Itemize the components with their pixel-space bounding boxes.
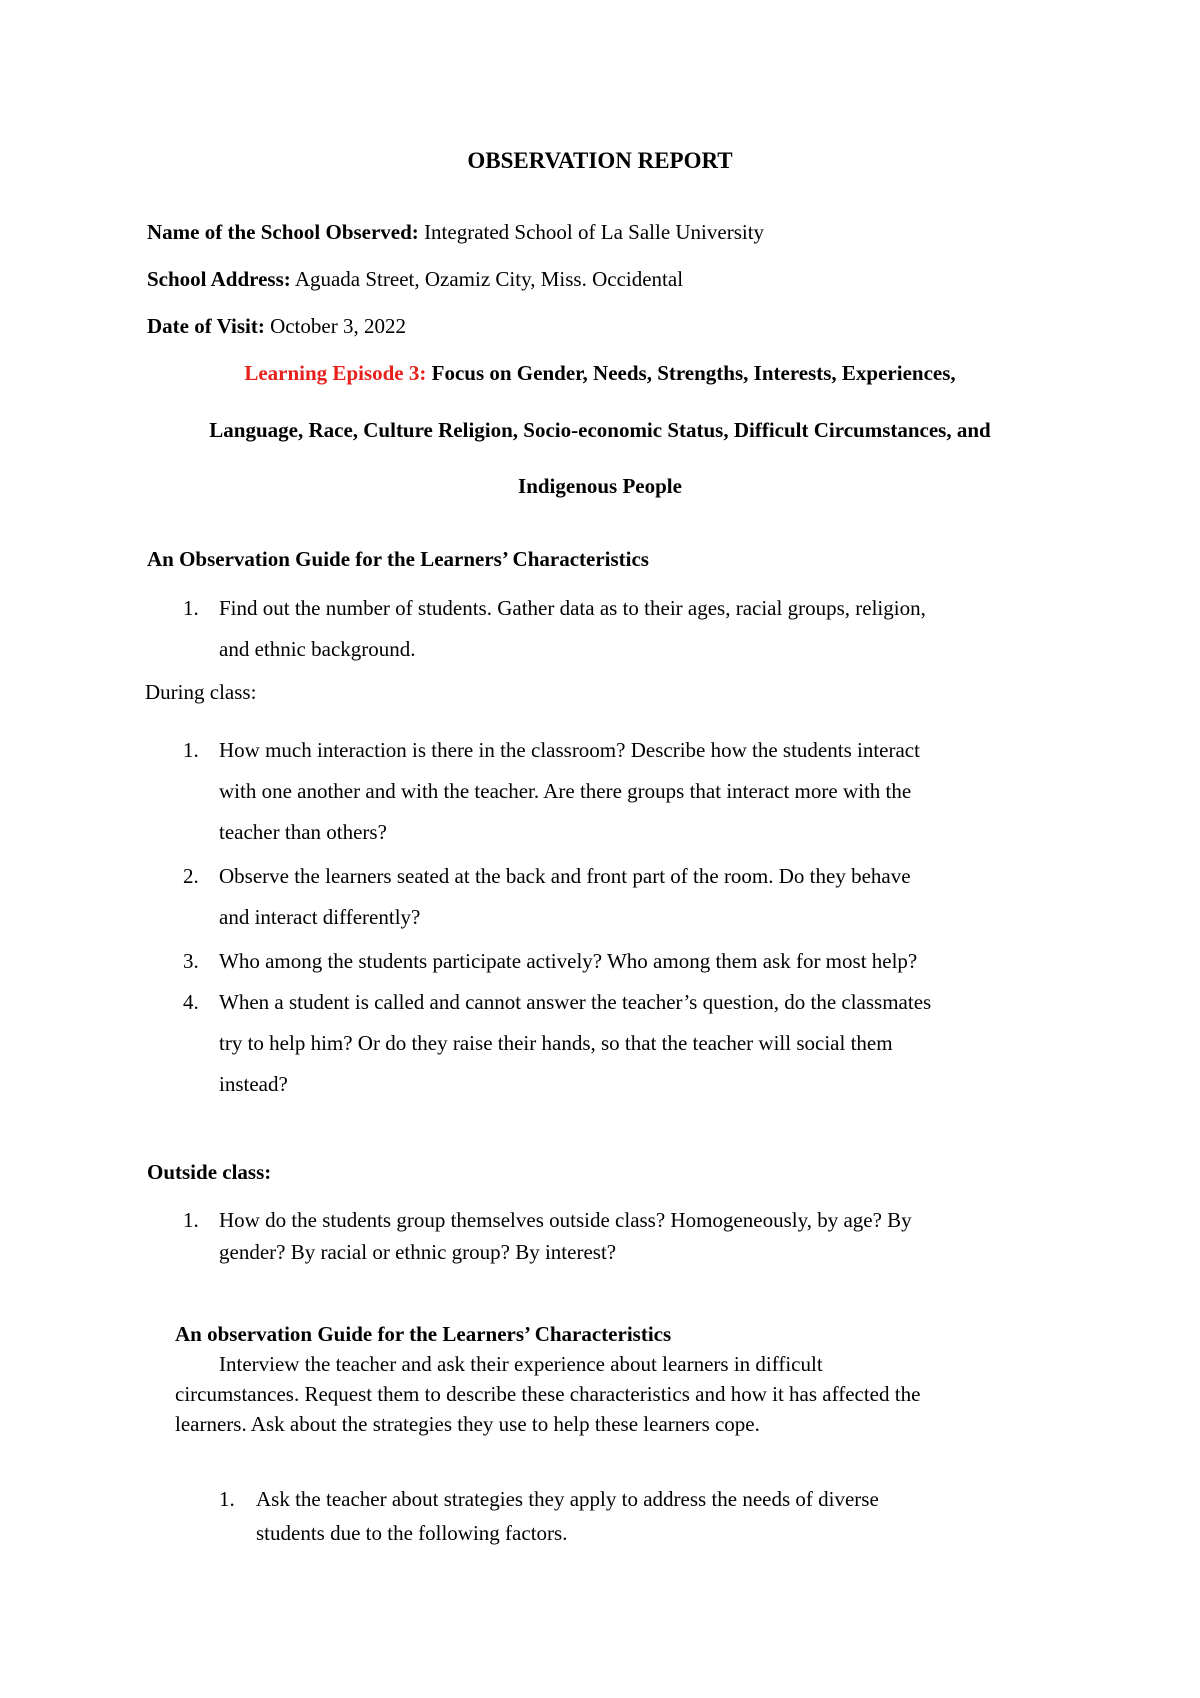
guide-item-line: Find out the number of students. Gather data as to their ages, racial groups, religion, [219,596,926,620]
episode-text-1: Focus on Gender, Needs, Strengths, Interests, Experiences, [426,361,956,385]
outside-item-line: How do the students group themselves outside class? Homogeneously, by age? By [219,1208,912,1232]
guide-heading: An Observation Guide for the Learners’ Characteristics [147,547,649,571]
visit-date-label: Date of Visit: [147,314,265,338]
school-name-value: Integrated School of La Salle University [418,220,765,244]
episode-line-2: Language, Race, Culture Religion, Socio-economic Status, Difficult Circumstances, and [209,418,991,442]
school-address-value: Aguada Street, Ozamiz City, Miss. Occidental [290,267,684,291]
guide-2-paragraph-line: Interview the teacher and ask their experience about learners in difficult [219,1352,823,1376]
school-address-label: School Address: [147,267,291,291]
guide-2-item-line: Ask the teacher about strategies they apply to address the needs of diverse [256,1487,879,1511]
during-item-line: teacher than others? [219,820,387,844]
during-item-line: When a student is called and cannot answer the teacher’s question, do the classmates [219,990,932,1014]
guide-item-line: and ethnic background. [219,637,416,661]
during-item-line: try to help him? Or do they raise their hands, so that the teacher will social them [219,1031,893,1055]
during-item-number: 2. [183,864,199,888]
guide-2-item-line: students due to the following factors. [256,1521,568,1545]
during-item-line: and interact differently? [219,905,421,929]
school-address-line [147,267,683,292]
guide-2-paragraph-line: learners. Ask about the strategies they use to help these learners cope. [175,1412,760,1436]
during-item-line: How much interaction is there in the classroom? Describe how the students interact [219,738,920,762]
school-name-label: Name of the School Observed: [147,220,419,244]
guide-2-heading: An observation Guide for the Learners’ Characteristics [175,1322,672,1346]
guide-item-number: 1. [183,596,199,620]
visit-date-line [147,314,406,339]
guide-2-item-number: 1. [219,1487,235,1511]
during-class-label: During class: [145,680,257,704]
during-item-number: 1. [183,738,199,762]
school-name-line [147,220,764,245]
outside-class-heading: Outside class: [147,1160,272,1184]
guide-2-paragraph-line: circumstances. Request them to describe these characteristics and how it has affected the [175,1382,921,1406]
episode-line-1 [0,361,1200,386]
outside-item-line: gender? By racial or ethnic group? By interest? [219,1240,617,1264]
during-item-number: 3. [183,949,199,973]
during-item-line: Who among the students participate actively? Who among them ask for most help? [219,949,918,973]
during-item-line: instead? [219,1072,288,1096]
during-item-line: Observe the learners seated at the back and front part of the room. Do they behave [219,864,911,888]
episode-line-3: Indigenous People [518,474,682,498]
during-item-line: with one another and with the teacher. Are there groups that interact more with the [219,779,912,803]
episode-label: Learning Episode 3: [244,361,427,385]
visit-date-value: October 3, 2022 [264,314,406,338]
outside-item-number: 1. [183,1208,199,1232]
page-title: OBSERVATION REPORT [467,148,733,173]
during-item-number: 4. [183,990,199,1014]
